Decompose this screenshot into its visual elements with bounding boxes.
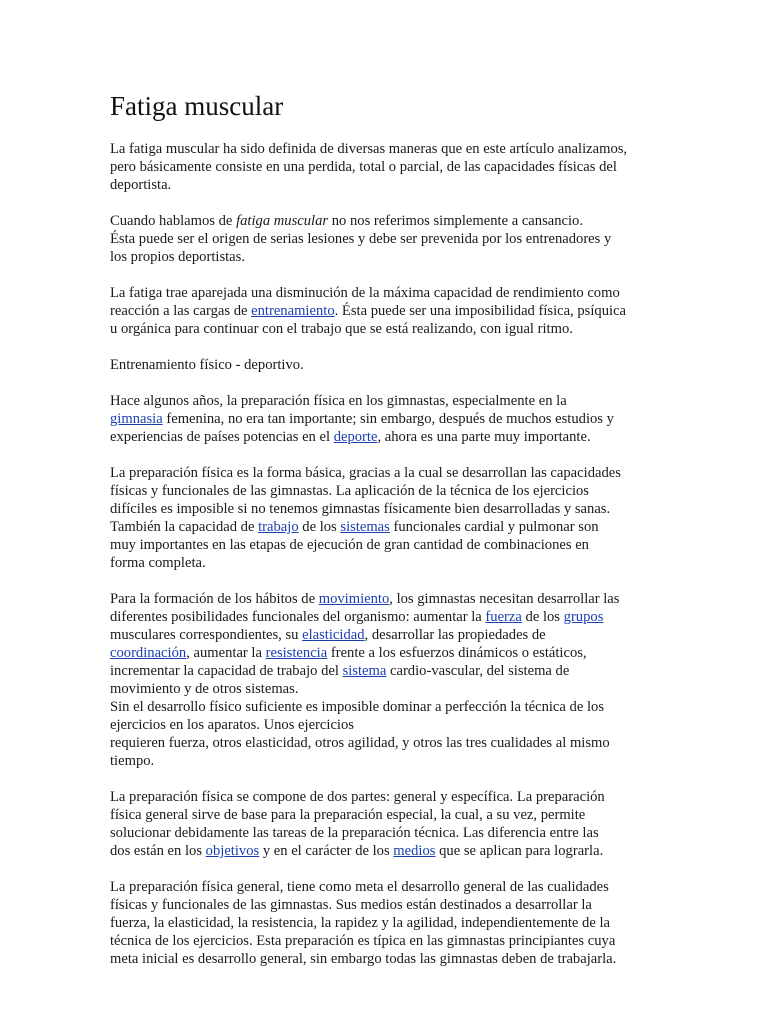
link-gimnasia[interactable]: gimnasia [110, 411, 163, 427]
text-line [110, 590, 670, 608]
text-span: diferentes posibilidades funcionales del organismo: aumentar la [110, 609, 486, 625]
text-line: pero básicamente consiste en una perdida, total o parcial, de las capacidades físicas del [110, 159, 617, 175]
paragraph-2 [110, 212, 670, 266]
text-line: Sin el desarrollo físico suficiente es imposible dominar a perfección la técnica de los [110, 699, 604, 715]
text-span: También la capacidad de [110, 519, 259, 535]
text-line: La fatiga trae aparejada una disminución de la máxima capacidad de rendimiento como [110, 285, 620, 301]
document-page [110, 88, 670, 968]
text-line: La fatiga muscular ha sido definida de diversas maneras que en este artículo analizamos, [110, 141, 628, 157]
page-title: Fatiga muscular [110, 91, 284, 121]
paragraph-1 [110, 140, 670, 194]
link-coordinacion[interactable]: coordinación [110, 645, 187, 661]
text-span: no nos referimos simplemente a cansancio. [328, 213, 583, 229]
text-line: ejercicios en los aparatos. Unos ejercicios [110, 717, 354, 733]
paragraph-9 [110, 878, 670, 968]
text-line: forma completa. [110, 555, 206, 571]
text-span: frente a los esfuerzos dinámicos o estáticos, [327, 645, 587, 661]
link-sistema[interactable]: sistema [342, 663, 387, 679]
section-heading-text: Entrenamiento físico - deportivo. [110, 357, 304, 373]
text-span: incrementar la capacidad de trabajo del [110, 663, 343, 679]
text-line: deportista. [110, 177, 172, 193]
text-span: , los gimnastas necesitan desarrollar las [389, 591, 620, 607]
text-line: La preparación física es la forma básica, gracias a la cual se desarrollan las capacidades [110, 465, 621, 481]
paragraph-7 [110, 590, 670, 770]
paragraph-5 [110, 392, 670, 446]
text-span: cardio-vascular, del sistema de [386, 663, 570, 679]
link-grupos[interactable]: grupos [563, 609, 604, 625]
text-line: técnica de los ejercicios. Esta preparación es típica en las gimnastas principiantes cuya [110, 933, 616, 949]
text-line: fuerza, la elasticidad, la resistencia, la rapidez y la agilidad, independientemente de la [110, 915, 611, 931]
text-span: , aumentar la [186, 645, 266, 661]
text-line: físicas y funcionales de las gimnastas. La aplicación de la técnica de los ejercicios [110, 483, 589, 499]
text-line: tiempo. [110, 753, 155, 769]
text-line: La preparación física general, tiene como meta el desarrollo general de las cualidades [110, 879, 609, 895]
text-line: La preparación física se compone de dos partes: general y específica. La preparación [110, 789, 605, 805]
text-span: , desarrollar las propiedades de [364, 627, 546, 643]
text-span: y en el carácter de los [259, 843, 394, 859]
link-medios[interactable]: medios [393, 843, 436, 859]
text-span: de los [298, 519, 341, 535]
text-line: solucionar debidamente las tareas de la preparación técnica. Las diferencia entre las [110, 825, 599, 841]
paragraph-6 [110, 464, 670, 572]
text-line: u orgánica para continuar con el trabajo que se está realizando, con igual ritmo. [110, 321, 573, 337]
text-span: , ahora es una parte muy importante. [377, 429, 591, 445]
text-span: experiencias de países potencias en el [110, 429, 334, 445]
text-line [110, 662, 670, 680]
text-line [110, 518, 670, 536]
text-span: Cuando hablamos de [110, 213, 237, 229]
text-line: física general sirve de base para la preparación especial, la cual, a su vez, permite [110, 807, 586, 823]
paragraph-4 [110, 356, 670, 374]
paragraph-3 [110, 284, 670, 338]
paragraph-8 [110, 788, 670, 860]
text-line: movimiento y de otros sistemas. [110, 681, 299, 697]
text-line [110, 644, 670, 662]
text-line: difíciles es imposible si no tenemos gimnastas físicamente bien desarrolladas y sanas. [110, 501, 611, 517]
link-trabajo[interactable]: trabajo [258, 519, 299, 535]
text-line [110, 608, 670, 626]
text-line [110, 410, 670, 428]
text-line: meta inicial es desarrollo general, sin embargo todas las gimnastas deben de trabajarla. [110, 951, 617, 967]
link-entrenamiento[interactable]: entrenamiento [251, 303, 335, 319]
text-line: físicas y funcionales de las gimnastas. Sus medios están destinados a desarrollar la [110, 897, 592, 913]
text-line [110, 428, 670, 446]
text-span: . Ésta puede ser una imposibilidad física, psíquica [334, 303, 627, 319]
text-line [110, 626, 670, 644]
text-span: que se aplican para lograrla. [435, 843, 604, 859]
text-span: de los [521, 609, 564, 625]
link-resistencia[interactable]: resistencia [265, 645, 328, 661]
link-fuerza[interactable]: fuerza [485, 609, 522, 625]
text-line [110, 212, 670, 230]
text-span: femenina, no era tan importante; sin embargo, después de muchos estudios y [162, 411, 614, 427]
text-line: Ésta puede ser el origen de serias lesiones y debe ser prevenida por los entrenadores y [110, 231, 612, 247]
text-span: musculares correspondientes, su [110, 627, 303, 643]
text-line: los propios deportistas. [110, 249, 245, 265]
link-movimiento[interactable]: movimiento [318, 591, 390, 607]
text-line: requieren fuerza, otros elasticidad, otros agilidad, y otros las tres cualidades al mismo [110, 735, 610, 751]
emphasis-text: fatiga muscular [236, 213, 329, 229]
text-line: muy importantes en las etapas de ejecución de gran cantidad de combinaciones en [110, 537, 589, 553]
text-span: funcionales cardial y pulmonar son [389, 519, 599, 535]
text-span: dos están en los [110, 843, 206, 859]
link-objetivos[interactable]: objetivos [205, 843, 260, 859]
link-deporte[interactable]: deporte [333, 429, 378, 445]
link-sistemas[interactable]: sistemas [340, 519, 390, 535]
text-line [110, 302, 670, 320]
link-elasticidad[interactable]: elasticidad [302, 627, 365, 643]
text-span: reacción a las cargas de [110, 303, 252, 319]
text-line: Hace algunos años, la preparación física en los gimnastas, especialmente en la [110, 393, 567, 409]
text-line [110, 842, 670, 860]
text-span: Para la formación de los hábitos de [110, 591, 319, 607]
